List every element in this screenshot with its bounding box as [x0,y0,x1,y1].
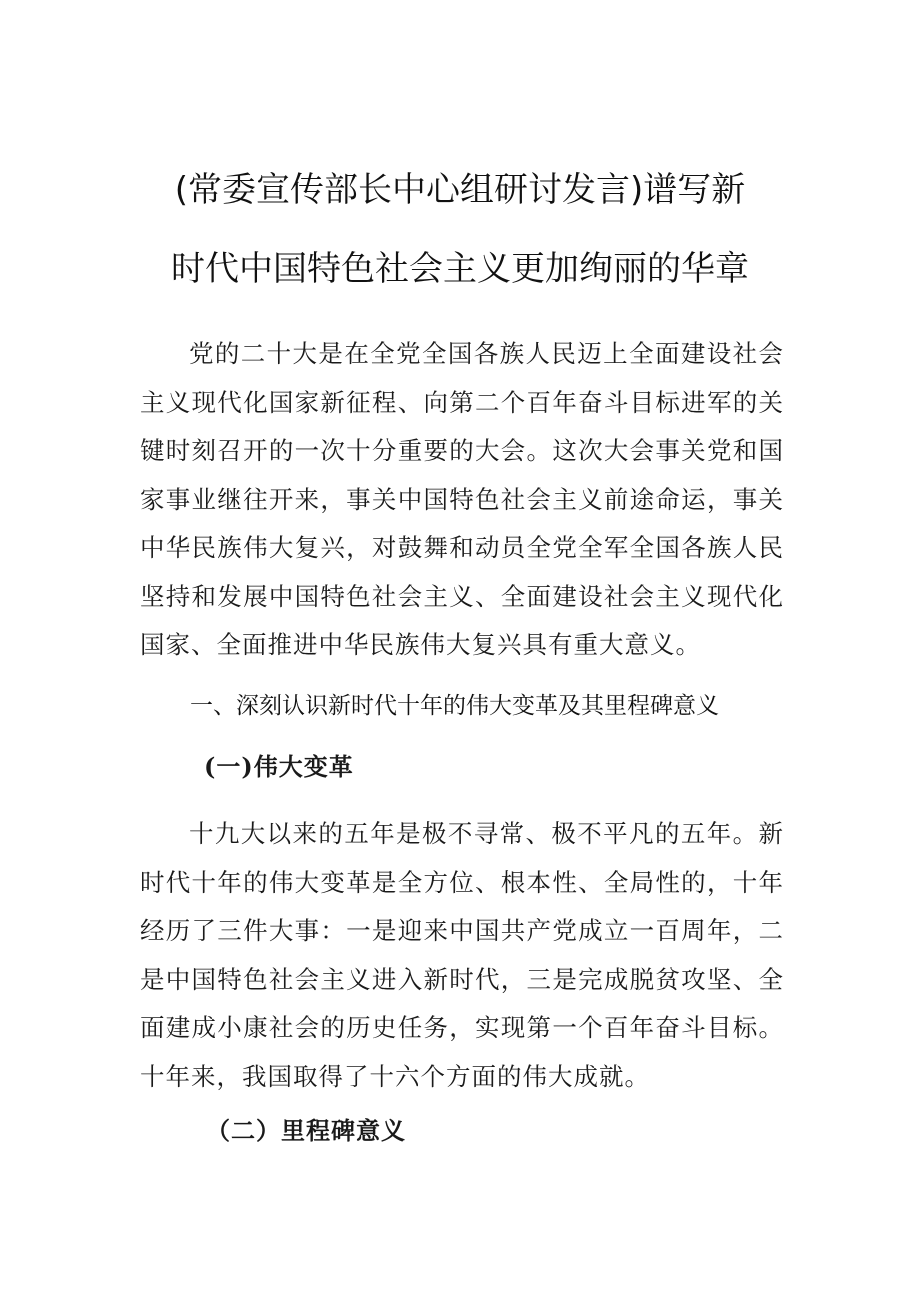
document-title-line-2: 时代中国特色社会主义更加绚丽的华章 [171,249,749,289]
intro-paragraph: 党的二十大是在全党全国各族人民迈上全面建设社会主义现代化国家新征程、向第二个百年奋斗目标进军的关键时刻召开的一次十分重要的大会。这次大会事关党和国家事业继往开来，事关中国特色社会主义前途命运，事关中华民族伟大复兴，对鼓舞和动员全党全军全国各族人民坚持和发展中国特色社会主义、全面建设社会主义现代化国家、全面推进中华民族伟大复兴具有重大意义。 [140,339,784,659]
section-1-heading: 一、深刻认识新时代十年的伟大变革及其里程碑意义 [190,693,719,719]
subsection-1-paragraph: 十九大以来的五年是极不寻常、极不平凡的五年。新时代十年的伟大变革是全方位、根本性、全局性的，十年经历了三件大事：一是迎来中国共产党成立一百周年，二是中国特色社会主义进入新时代，三是完成脱贫攻坚、全面建成小康社会的历史任务，实现第一个百年奋斗目标。十年来，我国取得了十六个方面的伟大成就。 [140,819,784,1091]
subsection-1-heading: (一)伟大变革 [204,752,354,781]
document-title-line-1: (常委宣传部长中心组研讨发言)谱写新 [174,170,746,210]
subsection-2-heading: （二）里程碑意义 [206,1116,406,1145]
